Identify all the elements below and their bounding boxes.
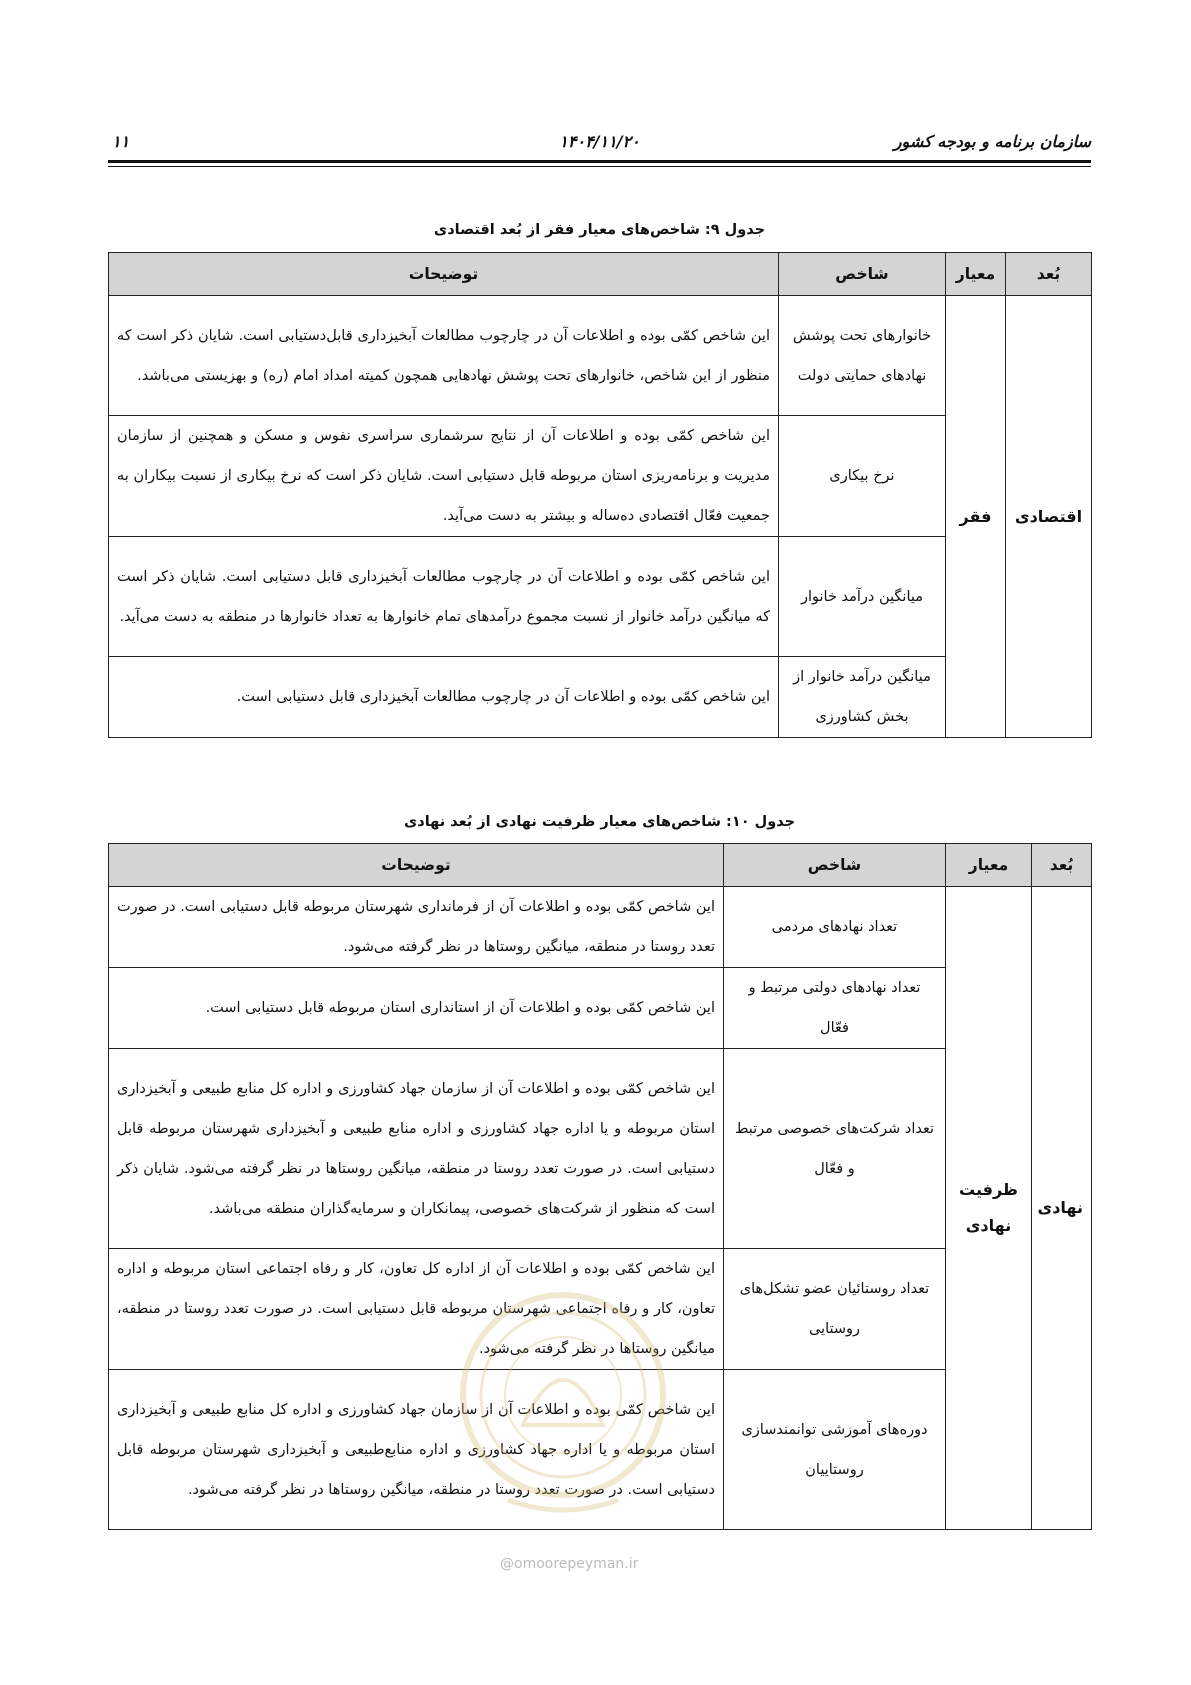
indicator-cell: خانوارهای تحت پوشش نهادهای حمایتی دولت — [779, 296, 946, 416]
table10-caption: جدول ۱۰: شاخص‌های معیار ظرفیت نهادی از بُعد نهادی — [403, 814, 796, 830]
table10 — [108, 843, 1092, 1530]
header-criterion: معیار — [946, 253, 1006, 296]
indicator-cell: میانگین درآمد خانوار — [779, 537, 946, 657]
indicator-cell: تعداد شرکت‌های خصوصی مرتبط و فعّال — [724, 1049, 946, 1249]
table-row — [109, 416, 1092, 537]
header-dimension: بُعد — [1006, 253, 1092, 296]
description-cell: این شاخص کمّی بوده و اطلاعات آن از فرمانداری شهرستان مربوطه قابل دستیابی است. در صورت تعدد روستا در منطقه، میانگین روستاها در نظر گرفته می‌شود. — [109, 887, 724, 968]
description-cell: این شاخص کمّی بوده و اطلاعات آن از سازمان جهاد کشاورزی و اداره کل منابع طبیعی و آبخیزداری استان مربوطه و یا اداره جهاد کشاورزی و اداره منابع طبیعی و آبخیزداری شهرستان مربوطه قابل دستیابی است. در صورت تعدد روستا در منطقه، میانگین روستاها در نظر گرفته می‌شود. شایان ذکر است که منظور از شرکت‌های خصوصی، پیمانکاران و سرمایه‌گذاران منطقه می‌باشد. — [109, 1049, 724, 1249]
table9-caption: جدول ۹: شاخص‌های معیار فقر از بُعد اقتصادی — [433, 222, 766, 238]
dimension-cell: اقتصادی — [1006, 296, 1092, 738]
document-date: ۱۴۰۴/۱۱/۲۰ — [559, 132, 640, 151]
page-number: ۱۱ — [112, 132, 130, 151]
header-description: توضیحات — [109, 844, 724, 887]
header-dimension: بُعد — [1032, 844, 1092, 887]
description-cell: این شاخص کمّی بوده و اطلاعات آن از اداره کل تعاون، کار و رفاه اجتماعی استان مربوطه و اداره تعاون، کار و رفاه اجتماعی شهرستان مربوطه قابل دستیابی است. در صورت تعدد روستا در منطقه، میانگین روستاها در نظر گرفته می‌شود. — [109, 1249, 724, 1370]
criterion-cell: فقر — [946, 296, 1006, 738]
table10-header-row — [109, 844, 1092, 887]
description-cell: این شاخص کمّی بوده و اطلاعات آن در چارچوب مطالعات آبخیزداری قابل دستیابی است. شایان ذکر است که میانگین درآمد خانوار از نسبت مجموع درآمدهای تمام خانوارها به تعداد خانوارها در منطقه به دست می‌آید. — [109, 537, 779, 657]
table-row — [109, 1049, 1092, 1249]
table-row — [109, 887, 1092, 968]
header-indicator: شاخص — [779, 253, 946, 296]
table-row — [109, 968, 1092, 1049]
header-description: توضیحات — [109, 253, 779, 296]
organization-name: سازمان برنامه و بودجه کشور — [893, 132, 1091, 151]
description-cell: این شاخص کمّی بوده و اطلاعات آن از سازمان جهاد کشاورزی و اداره کل منابع طبیعی و آبخیزداری استان مربوطه و یا اداره جهاد کشاورزی و اداره منابع‌طبیعی و آبخیزداری شهرستان مربوطه قابل دستیابی است. در صورت تعدد روستا در منطقه، میانگین روستاها در نظر گرفته می‌شود. — [109, 1370, 724, 1530]
indicator-cell: تعداد نهادهای مردمی — [724, 887, 946, 968]
header-rule-thin — [108, 166, 1091, 167]
dimension-cell: نهادی — [1032, 887, 1092, 1530]
table-row — [109, 296, 1092, 416]
header-rule-thick — [108, 160, 1091, 163]
page-header — [108, 128, 1091, 158]
table9-header-row — [109, 253, 1092, 296]
criterion-cell: ظرفیت نهادی — [946, 887, 1032, 1530]
header-indicator: شاخص — [724, 844, 946, 887]
indicator-cell: دوره‌های آموزشی توانمندسازی روستاییان — [724, 1370, 946, 1530]
description-cell: این شاخص کمّی بوده و اطلاعات آن در چارچوب مطالعات آبخیزداری قابل‌دستیابی است. شایان ذکر است که منظور از این شاخص، خانوارهای تحت پوشش نهادهایی همچون کمیته امداد امام (ره) و بهزیستی می‌باشد. — [109, 296, 779, 416]
indicator-cell: تعداد روستائیان عضو تشکل‌های روستایی — [724, 1249, 946, 1370]
table-row — [109, 1249, 1092, 1370]
table9 — [108, 252, 1092, 738]
indicator-cell: نرخ بیکاری — [779, 416, 946, 537]
description-cell: این شاخص کمّی بوده و اطلاعات آن در چارچوب مطالعات آبخیزداری قابل دستیابی است. — [109, 657, 779, 738]
watermark-text: @omoorepeyman.ir — [500, 1556, 639, 1572]
header-criterion: معیار — [946, 844, 1032, 887]
indicator-cell: تعداد نهادهای دولتی مرتبط و فعّال — [724, 968, 946, 1049]
description-cell: این شاخص کمّی بوده و اطلاعات آن از نتایج سرشماری سراسری نفوس و مسکن و همچنین از سازمان مدیریت و برنامه‌ریزی استان مربوطه قابل دستیابی است. شایان ذکر است که نرخ بیکاری از نسبت بیکاران به جمعیت فعّال اقتصادی ده‌ساله و بیشتر به دست می‌آید. — [109, 416, 779, 537]
description-cell: این شاخص کمّی بوده و اطلاعات آن از استانداری استان مربوطه قابل دستیابی است. — [109, 968, 724, 1049]
table-row — [109, 657, 1092, 738]
table-row — [109, 1370, 1092, 1530]
table-row — [109, 537, 1092, 657]
indicator-cell: میانگین درآمد خانوار از بخش کشاورزی — [779, 657, 946, 738]
